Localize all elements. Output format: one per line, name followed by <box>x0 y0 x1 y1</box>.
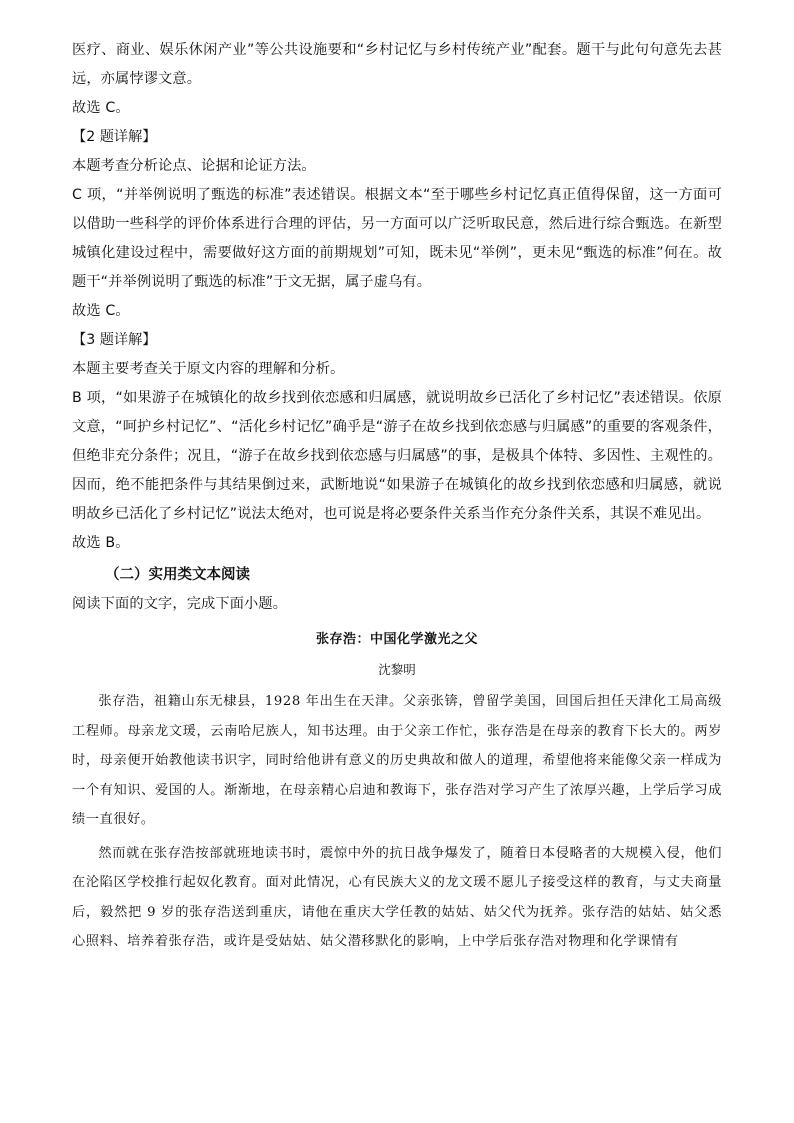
question-2-explanation: C 项，“并举例说明了甄选的标准”表述错误。根据文本“至于哪些乡村记忆真正值得保留，这一方面可以借助一些科学的评价体系进行合理的评估，另一方面可以广泛听取民意，然后进行综合甄选。在新型城镇化建设过程中，需要做好这方面的前期规划”可知，既未见“举例”，更未见“甄选的标准”何在。故题干“并举例说明了甄选的标准”于文无据，属子虚乌有。 <box>72 187 722 290</box>
question-3-focus: 本题主要考查关于原文内容的理解和分析。 <box>72 361 345 377</box>
answer-2-choice: 故选 C。 <box>72 303 130 319</box>
article-author: 沈黎明 <box>378 662 416 677</box>
document-page <box>72 36 722 961</box>
question-2-focus: 本题考查分析论点、论据和论证方法。 <box>72 158 316 174</box>
article-title: 张存浩：中国化学激光之父 <box>315 632 478 647</box>
article-paragraph-2: 然而就在张存浩按部就班地读书时，震惊中外的抗日战争爆发了，随着日本侵略者的大规模入侵，他们在沦陷区学校推行起奴化教育。面对此情况，心有民族大义的龙文瑗不愿儿子接受这样的教育，与丈夫商量后，毅然把 9 岁的张存浩送到重庆，请他在重庆大学任教的姑姑、姑父代为抚养。张存浩的姑姑、姑父悉心照料、培养着张存浩，或许是受姑姑、姑父潜移默化的影响，上中学后张存浩对物理和化学课情有 <box>72 845 722 949</box>
answer-3-choice: 故选 B。 <box>72 535 130 551</box>
question-3-heading: 【3 题详解】 <box>72 332 157 348</box>
answer-1-explanation-tail: 医疗、商业、娱乐休闲产业”等公共设施要和“乡村记忆与乡村传统产业”配套。题干与此句句意先去甚远，亦属悖谬文意。 <box>72 42 722 87</box>
answer-1-choice: 故选 C。 <box>72 100 130 116</box>
article-paragraph-1: 张存浩，祖籍山东无棣县，1928 年出生在天津。父亲张锛，曾留学美国，回国后担任天津化工局高级工程师。母亲龙文瑗，云南哈尼族人，知书达理。由于父亲工作忙，张存浩是在母亲的教育下长大的。两岁时，母亲便开始教他读书识字，同时给他讲有意义的历史典故和做人的道理，希望他将来能像父亲一样成为一个有知识、爱国的人。渐渐地，在母亲精心启迪和教诲下，张存浩对学习产生了浓厚兴趣，上学后学习成绩一直很好。 <box>72 694 722 827</box>
question-3-explanation: B 项，“如果游子在城镇化的故乡找到依恋感和归属感，就说明故乡已活化了乡村记忆”表述错误。依原文意，“呵护乡村记忆”、“活化乡村记忆”确乎是“游子在故乡找到依恋感与归属感”的重要的客观条件，但绝非充分条件；况且，“游子在故乡找到依恋感与归属感”的事，是极具个体特、多因性、主观性的。因而，绝不能把条件与其结果倒过来，武断地说“如果游子在城镇化的故乡找到依恋感和归属感，就说明故乡已活化了乡村记忆”说法太绝对，也可说是将必要条件关系当作充分条件关系，其误不难见出。 <box>72 390 722 522</box>
reading-instruction: 阅读下面的文字，完成下面小题。 <box>72 596 288 612</box>
section-heading: （二）实用类文本阅读 <box>105 567 250 583</box>
question-2-heading: 【2 题详解】 <box>72 129 157 145</box>
